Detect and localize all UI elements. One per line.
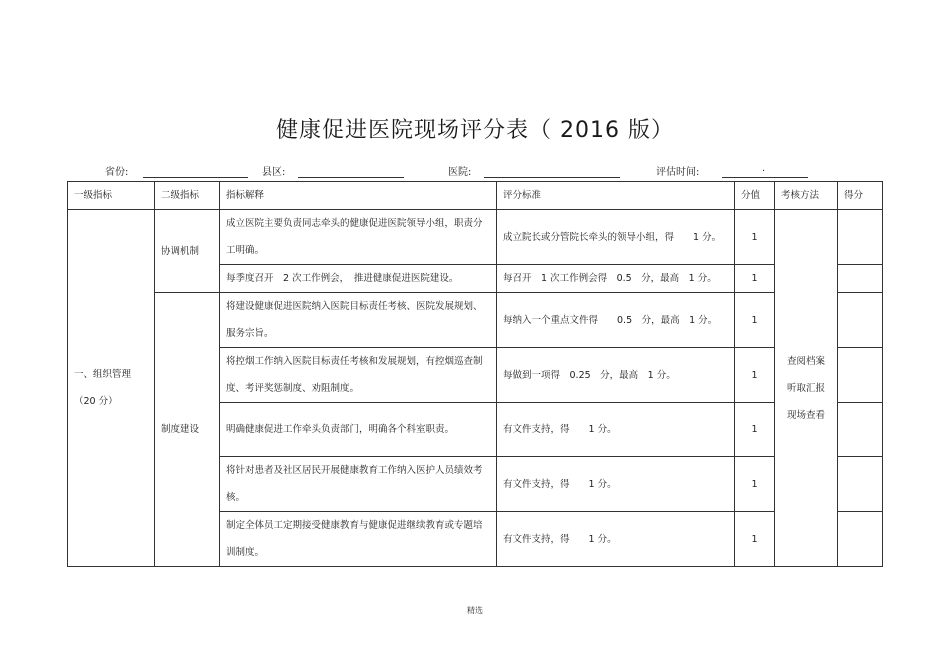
score-input-cell[interactable]: [838, 265, 883, 293]
value-cell: 1: [735, 293, 775, 348]
value-cell: 1: [735, 512, 775, 567]
header-method: 考核方法: [775, 182, 838, 210]
method-cell: [775, 210, 838, 567]
explanation-cell: 制定全体员工定期接受健康教育与健康促进继续教育或专题培训制度。: [220, 512, 497, 567]
score-input-cell[interactable]: [838, 210, 883, 265]
score-input-cell[interactable]: [838, 293, 883, 348]
page-title: 健康促进医院现场评分表（ 2016 版）: [276, 118, 674, 143]
header-explanation: 指标解释: [220, 182, 497, 210]
standard-cell: 每召开 1 次工作例会得 0.5 分，最高 1 分。: [497, 265, 735, 293]
standard-cell: 有文件支持，得 1 分。: [497, 457, 735, 512]
hospital-field[interactable]: [484, 177, 620, 178]
standard-cell: 每纳入一个重点文件得 0.5 分，最高 1 分。: [497, 293, 735, 348]
table-row: [68, 210, 883, 265]
value-cell: 1: [735, 265, 775, 293]
score-table: [67, 181, 883, 567]
hospital-label: 医院:: [448, 167, 472, 178]
explanation-cell: 成立医院主要负责同志牵头的健康促进医院领导小组，职责分工明确。: [220, 210, 497, 265]
county-label: 县区:: [262, 167, 286, 178]
time-label: 评估时间:: [656, 167, 700, 178]
level1-points: （20 分）: [74, 396, 118, 407]
footer-text: 精选: [467, 606, 483, 615]
header-standard: 评分标准: [497, 182, 735, 210]
method-line: 听取汇报: [786, 382, 825, 394]
header-level2: 二级指标: [155, 182, 220, 210]
value-cell: 1: [735, 457, 775, 512]
county-field[interactable]: [298, 177, 404, 178]
explanation-cell: 将控烟工作纳入医院目标责任考核和发展规划，有控烟巡查制度、考评奖惩制度、劝阻制度。: [220, 348, 497, 403]
header-level1: 一级指标: [68, 182, 155, 210]
score-input-cell[interactable]: [838, 512, 883, 567]
time-field-dot: .: [762, 163, 766, 174]
explanation-cell: 每季度召开 2 次工作例会， 推进健康促进医院建设。: [220, 265, 497, 293]
standard-cell: 有文件支持，得 1 分。: [497, 403, 735, 457]
explanation-cell: 将针对患者及社区居民开展健康教育工作纳入医护人员绩效考核。: [220, 457, 497, 512]
table-row: [68, 293, 883, 348]
province-field[interactable]: [143, 177, 248, 178]
standard-cell: 成立院长或分管院长牵头的领导小组，得 1 分。: [497, 210, 735, 265]
method-line: 查阅档案: [786, 355, 825, 367]
standard-cell: 每做到一项得 0.25 分，最高 1 分。: [497, 348, 735, 403]
score-input-cell[interactable]: [838, 457, 883, 512]
score-input-cell[interactable]: [838, 403, 883, 457]
header-value: 分值: [735, 182, 775, 210]
value-cell: 1: [735, 403, 775, 457]
explanation-cell: 将建设健康促进医院纳入医院目标责任考核、医院发展规划、服务宗旨。: [220, 293, 497, 348]
level2-cell-system: 制度建设: [155, 293, 220, 567]
time-field[interactable]: [722, 177, 808, 178]
score-input-cell[interactable]: [838, 348, 883, 403]
standard-cell: 有文件支持，得 1 分。: [497, 512, 735, 567]
table-header-row: [68, 182, 883, 210]
explanation-cell: 明确健康促进工作牵头负责部门，明确各个科室职责。: [220, 403, 497, 457]
level1-cell: [68, 210, 155, 567]
value-cell: 1: [735, 348, 775, 403]
level2-cell-coordination: 协调机制: [155, 210, 220, 293]
value-cell: 1: [735, 210, 775, 265]
province-label: 省份:: [105, 167, 129, 178]
level1-name: 一、组织管理: [74, 369, 132, 380]
header-score: 得分: [838, 182, 883, 210]
method-line: 现场查看: [786, 409, 825, 421]
